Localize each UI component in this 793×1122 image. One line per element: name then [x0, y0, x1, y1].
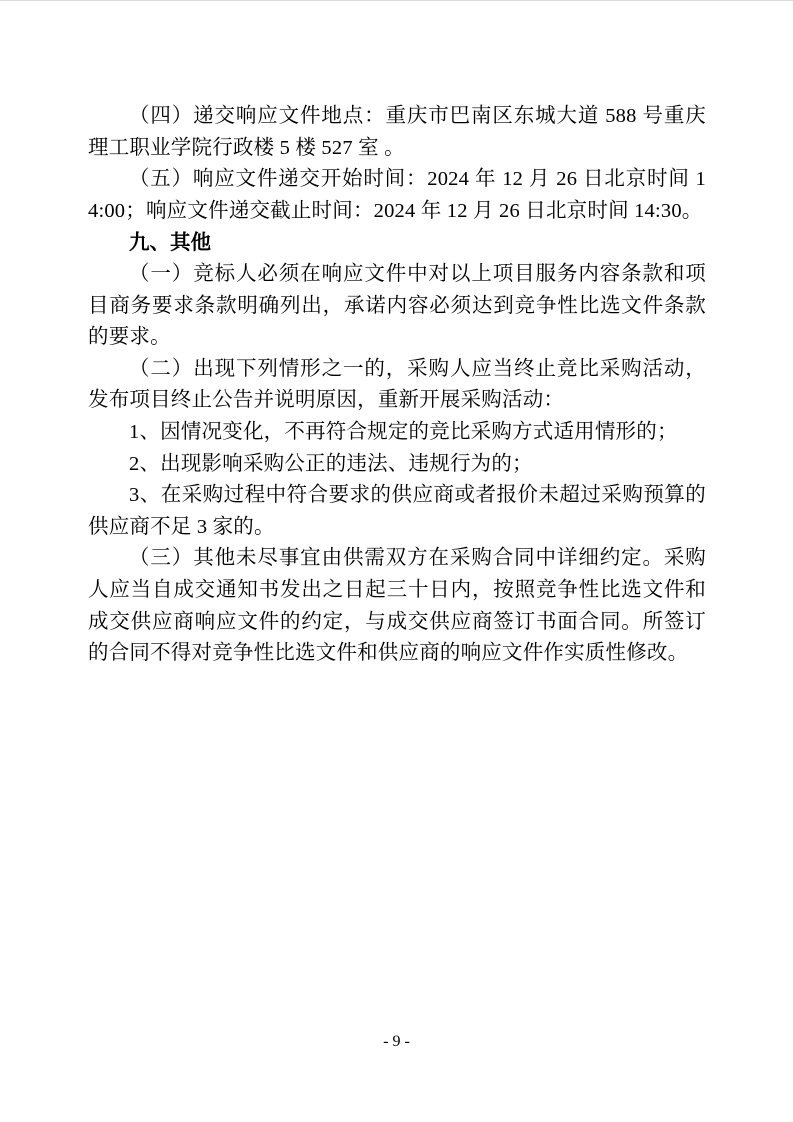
- para-d4-submission-location: （四）递交响应文件地点：重庆市巴南区东城大道 588 号重庆理工职业学院行政楼 5 楼 527 室 。: [88, 105, 706, 159]
- list-item-1-circumstance-change: 1、因情况变化，不再符合规定的竞比采购方式适用情形的；: [129, 420, 678, 443]
- list-item-3-insufficient-suppliers: 3、在采购过程中符合要求的供应商或者报价未超过采购预算的供应商不足 3 家的。: [88, 484, 706, 538]
- list-item-2-violations: 2、出现影响采购公正的违法、违规行为的；: [129, 452, 533, 475]
- para-d5-submission-times: （五）响应文件递交开始时间：2024 年 12 月 26 日北京时间 14:00；响应文件递交截止时间：2024 年 12 月 26 日北京时间 14:30。: [88, 168, 706, 222]
- para-s9-3-contract-signing: （三）其他未尽事宜由供需双方在采购合同中详细约定。采购人应当自成交通知书发出之日起三十日内，按照竞争性比选文件和成交供应商响应文件的约定，与成交供应商签订书面合同。所签订的合同不得对竞争性比选文件和供应商的响应文件作实质性修改。: [88, 547, 706, 665]
- page-number: - 9 -: [383, 1033, 410, 1050]
- para-s9-2-termination-conditions: （二）出现下列情形之一的，采购人应当终止竞比采购活动，发布项目终止公告并说明原因，重新开展采购活动：: [88, 357, 706, 412]
- para-s9-1-commitment-requirement: （一）竞标人必须在响应文件中对以上项目服务内容条款和项目商务要求条款明确列出，承诺内容必须达到竞争性比选文件条款的要求。: [88, 262, 706, 349]
- document-body: [88, 101, 706, 670]
- heading-section-9-other: 九、其他: [129, 231, 211, 255]
